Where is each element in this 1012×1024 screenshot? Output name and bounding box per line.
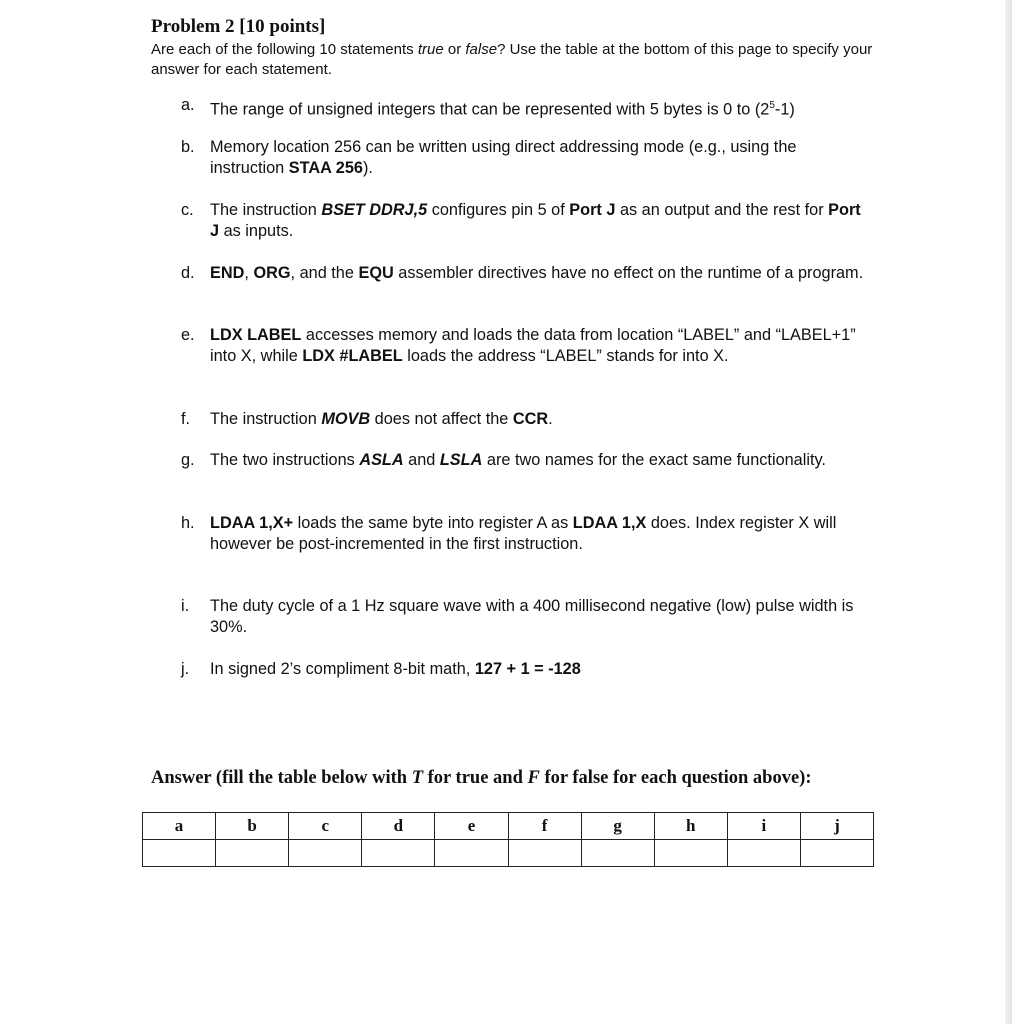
statement-d bbox=[181, 263, 871, 284]
statement-letter: d. bbox=[181, 264, 195, 282]
statement-text: The instruction MOVB does not affect the CCR. bbox=[210, 410, 553, 428]
answer-instructions: Answer (fill the table below with T for true and F for false for each question above): bbox=[151, 768, 812, 788]
statement-g bbox=[181, 450, 871, 471]
answer-header-row bbox=[143, 813, 874, 840]
answer-cell-e[interactable] bbox=[435, 840, 508, 867]
statement-c bbox=[181, 200, 871, 242]
statement-text: The range of unsigned integers that can be represented with 5 bytes is 0 to $(2^5-1)$ bbox=[210, 100, 795, 119]
statement-letter: j. bbox=[181, 660, 190, 678]
answer-cell-g[interactable] bbox=[581, 840, 654, 867]
statement-letter: i. bbox=[181, 597, 190, 615]
statement-letter: b. bbox=[181, 138, 195, 156]
statement-j bbox=[181, 659, 871, 680]
statement-text: END, ORG, and the EQU assembler directives have no effect on the runtime of a program. bbox=[210, 264, 864, 282]
answer-cell-f[interactable] bbox=[508, 840, 581, 867]
answer-header-cell: a bbox=[143, 813, 216, 840]
statement-text: Memory location 256 can be written using direct addressing mode (e.g., using the instruction STAA 256). bbox=[210, 138, 797, 177]
answer-cell-j[interactable] bbox=[800, 840, 873, 867]
answer-header-cell: j bbox=[800, 813, 873, 840]
answer-cell-i[interactable] bbox=[727, 840, 800, 867]
answer-cell-d[interactable] bbox=[362, 840, 435, 867]
statement-b bbox=[181, 137, 871, 179]
answer-header-cell: g bbox=[581, 813, 654, 840]
statement-text: In signed 2’s compliment 8-bit math, 127 + 1 = -128 bbox=[210, 660, 581, 678]
answer-input-row bbox=[143, 840, 874, 867]
statement-letter: f. bbox=[181, 410, 191, 428]
statement-a bbox=[181, 95, 871, 120]
answer-cell-h[interactable] bbox=[654, 840, 727, 867]
statement-text: LDX LABEL accesses memory and loads the data from location “LABEL” and “LABEL+1” into X, while LDX #LABEL loads the address “LABEL” stands for into X. bbox=[210, 326, 856, 365]
answer-header-cell: b bbox=[216, 813, 289, 840]
statement-e bbox=[181, 325, 871, 367]
statement-letter: g. bbox=[181, 451, 195, 469]
viewer-edge bbox=[1005, 0, 1012, 1024]
statement-text: The two instructions ASLA and LSLA are two names for the exact same functionality. bbox=[210, 451, 826, 469]
statement-text: The instruction BSET DDRJ,5 configures pin 5 of Port J as an output and the rest for Port J as inputs. bbox=[210, 201, 861, 240]
statement-letter: a. bbox=[181, 96, 195, 114]
problem-intro: Are each of the following 10 statements true or false? Use the table at the bottom of this page to specify your answer for each statement. bbox=[151, 41, 873, 78]
answer-header-cell: f bbox=[508, 813, 581, 840]
statement-letter: h. bbox=[181, 514, 195, 532]
statement-i bbox=[181, 596, 871, 638]
statement-h bbox=[181, 513, 871, 555]
statement-text: LDAA 1,X+ loads the same byte into register A as LDAA 1,X does. Index register X will however be post-incremented in the first instruction. bbox=[210, 514, 837, 553]
answer-cell-b[interactable] bbox=[216, 840, 289, 867]
statement-letter: c. bbox=[181, 201, 194, 219]
answer-cell-c[interactable] bbox=[289, 840, 362, 867]
answer-table bbox=[142, 812, 874, 867]
answer-header-cell: i bbox=[727, 813, 800, 840]
problem-title: Problem 2 [10 points] bbox=[151, 16, 326, 37]
statement-f bbox=[181, 409, 871, 430]
answer-header-cell: h bbox=[654, 813, 727, 840]
statement-text: The duty cycle of a 1 Hz square wave with a 400 millisecond negative (low) pulse width is 30%. bbox=[210, 597, 854, 636]
answer-header-cell: d bbox=[362, 813, 435, 840]
answer-header-cell: e bbox=[435, 813, 508, 840]
answer-header-cell: c bbox=[289, 813, 362, 840]
answer-cell-a[interactable] bbox=[143, 840, 216, 867]
statement-letter: e. bbox=[181, 326, 195, 344]
